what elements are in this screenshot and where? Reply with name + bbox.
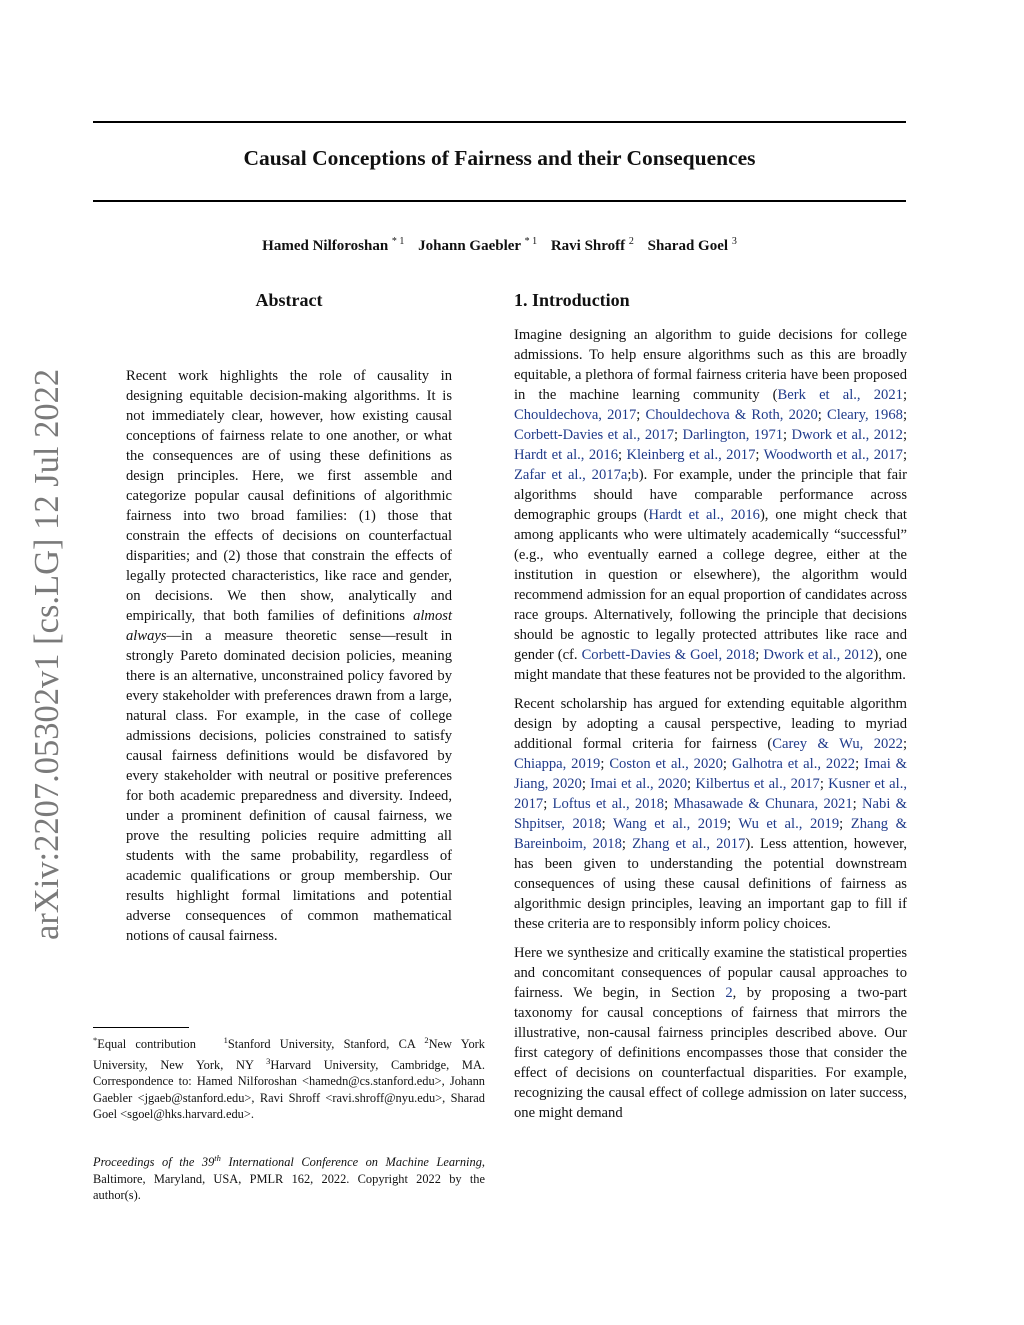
text-run: ; [618,447,627,463]
footnote-mark: 2 [424,1035,429,1045]
footnote-text: New York University, New York, NY [93,1037,485,1072]
citation-link[interactable]: Zhang et al., 2017 [632,836,746,852]
text-run: ; [902,736,907,752]
text-run: Imagine designing an algorithm to guide decisions for college admissions. To help ensure algorithms such as this are broadly equitable, a plethora of formal fairness criteria have been proposed in the machine learning community ( [514,327,907,403]
author-affiliation-mark: * 1 [524,236,538,247]
text-run: ; [902,387,907,403]
abstract-text [126,366,452,946]
author-affiliation-mark: 3 [731,236,737,247]
title-bottom-rule [93,200,906,202]
citation-link[interactable]: Corbett-Davies et al., 2017 [514,427,675,443]
citation-link[interactable]: Zafar et al., 2017a [514,467,628,483]
citation-link[interactable]: Dwork et al., 2012 [763,647,874,663]
introduction-heading: 1. Introduction [514,290,630,310]
text-run: ; [543,796,553,812]
citation-link[interactable]: Chouldechova & Roth, 2020 [645,407,818,423]
author-1 [262,238,404,254]
text-run: , by proposing a two-part taxonomy for causal conceptions of fairness that mirrors the illustrative, non-causal fairness principles described above. Our first category of definitions encompasses those that consider the effect of decisions on counterfactual disparities. For example, recognizing the causal effect of college admission on later success, one might demand [514,985,907,1121]
introduction-body [514,325,907,1132]
footnote-mark: 3 [266,1055,271,1066]
text-run: ; [783,427,792,443]
footnote-text: Equal contribution [97,1037,196,1052]
citation-link[interactable]: Wang et al., 2019 [613,816,727,832]
footnote-text: Stanford University, Stanford, CA [227,1037,416,1052]
author-list [93,236,906,255]
author-name: Sharad Goel [647,238,729,254]
footnote-rule [93,1027,189,1028]
abstract-text-part: Recent work highlights the role of causality in designing equitable decision-making algorithms. It is not immediately clear, however, how existing causal conceptions of fairness relate to one another, or what the consequences are of using these definitions as design principles. Here, we first assemble and categorize popular causal definitions of algorithmic fairness into two broad families: (1) those that constrain the effects of decisions on counterfactual disparities; and (2) those that constrain the effects of legally protected characteristics, like race and gender, on decisions. We then show, analytically and empirically, that both families of definitions [126,368,452,624]
citation-link[interactable]: Hardt et al., 2016 [514,447,619,463]
text-run: ; [755,647,764,663]
author-name: Johann Gaebler [418,238,521,254]
text-run: ; [636,407,646,423]
citation-link[interactable]: Imai & Jiang, 2020 [514,756,908,792]
text-run: ; [600,756,610,772]
author-name: Ravi Shroff [550,238,626,254]
citation-link[interactable]: b [631,467,639,483]
text-run: ; [722,756,732,772]
citation-link[interactable]: Wu et al., 2019 [738,816,840,832]
citation-link[interactable]: Carey & Wu, 2022 [772,736,903,752]
author-name: Hamed Nilforoshan [262,238,389,254]
text-run: ; [755,447,764,463]
citation-link[interactable]: Darlington, 1971 [682,427,784,443]
citation-link[interactable]: Imai et al., 2020 [590,776,688,792]
author-2 [418,238,537,254]
text-run: ; [902,407,907,423]
footnote-text: Harvard University, Cambridge, MA. Correspondence to: Hamed Nilforoshan <hamedn@cs.stanford.edu>, Johann Gaebler <jgaeb@stanford.edu>, Ravi Shroff <ravi.shroff@nyu.edu>, Sharad Goel <sgoel@hks.harvard.edu>. [93,1057,485,1122]
intro-paragraph [514,325,907,685]
proceedings-text: , Baltimore, Maryland, USA, PMLR 162, 2022. Copyright 2022 by the author(s). [93,1155,485,1203]
text-run: ; [727,816,739,832]
abstract-emphasis: almost always [126,608,452,644]
text-run: ; [902,427,908,443]
citation-link[interactable]: Zhang & Bareinboim, 2018 [514,816,907,852]
citation-link[interactable]: Coston et al., 2020 [609,756,723,772]
text-run: ; [627,467,632,483]
abstract-heading: Abstract [255,290,323,310]
text-run: ; [664,796,674,812]
citation-link[interactable]: Hardt et al., 2016 [648,507,760,523]
text-run: ; [687,776,696,792]
citation-link[interactable]: Loftus et al., 2018 [552,796,665,812]
text-run: ; [581,776,591,792]
text-run: Recent scholarship has argued for extending equitable algorithm design by adopting a causal perspective, leading to myriad additional formal criteria for fairness ( [514,696,907,752]
footnote-mark: * [93,1035,98,1045]
text-run: ; [817,407,827,423]
text-run: ; [902,447,907,463]
author-4 [648,238,737,254]
citation-link[interactable]: Kusner et al., 2017 [514,776,908,812]
paper-title: Causal Conceptions of Fairness and their Consequences [243,146,756,170]
footnote-mark: 1 [223,1035,228,1045]
intro-paragraph [514,943,907,1123]
text-run: ; [852,796,862,812]
citation-link[interactable]: Galhotra et al., 2022 [731,756,856,772]
text-run: ), one might check that among applicants who were ultimately academically “successful” (e.g., who eventually earned a college degree, either at the institution in question or elsewhere), the algorithm would recommend admission for an equal proportion of candidates across race groups. Alternatively, following the principle that decisions should be agnostic to legally protected attributes like race and gender (cf. [514,507,907,663]
text-run: ). For example, under the principle that fair algorithms should have comparable performance across demographic groups ( [514,467,907,523]
citation-link[interactable]: Kilbertus et al., 2017 [695,776,820,792]
text-run: ; [839,816,851,832]
text-run: ; [819,776,829,792]
citation-link[interactable]: Berk et al., 2021 [777,387,903,403]
author-3 [551,238,634,254]
title-top-rule [93,121,906,123]
text-run: ). Less attention, however, has been given to understanding the potential downstream consequences of using these causal definitions of fairness as algorithmic design principles, leaving an important gap to fill if these criteria are to responsibly inform policy choices. [514,836,908,932]
citation-link[interactable]: Dwork et al., 2012 [791,427,903,443]
author-affiliation-mark: * 1 [391,236,405,247]
arxiv-identifier-stamp: arXiv:2207.05302v1 [cs.LG] 12 Jul 2022 [28,368,66,940]
author-affiliation-mark: 2 [628,236,634,247]
text-run: ; [621,836,633,852]
citation-link[interactable]: Chouldechova, 2017 [514,407,637,423]
citation-link[interactable]: Chiappa, 2019 [514,756,601,772]
citation-link[interactable]: 2 [725,985,733,1001]
text-run: ; [601,816,614,832]
citation-link[interactable]: Mhasawade & Chunara, 2021 [673,796,853,812]
affiliation-footnote [93,1032,485,1123]
citation-link[interactable]: Corbett-Davies & Goel, 2018 [581,647,756,663]
citation-link[interactable]: Nabi & Shpitser, 2018 [514,796,908,832]
text-run: ), one might mandate that these features not be provided to the algorithm. [514,647,907,683]
text-run: ; [674,427,683,443]
text-run: Here we synthesize and critically examine the statistical properties and concomitant consequences of popular causal approaches to fairness. We begin, in Section [514,945,907,1001]
proceedings-prefix: Proceedings of the 39 [93,1155,215,1170]
citation-link[interactable]: Kleinberg et al., 2017 [626,447,756,463]
proceedings-notice [93,1150,485,1204]
proceedings-superscript: th [214,1153,221,1163]
citation-link[interactable]: Cleary, 1968 [827,407,903,423]
text-run: ; [855,756,865,772]
citation-link[interactable]: Woodworth et al., 2017 [763,447,903,463]
proceedings-conference: International Conference on Machine Learning [220,1155,482,1170]
abstract-text-part: —in a measure theoretic sense—result in strongly Pareto dominated decision policies, meaning there is an alternative, unconstrained policy favored by every stakeholder with preferences drawn from a large, natural class. For example, in the case of college admissions decisions, policies constrained to satisfy causal fairness definitions would be disfavored by every stakeholder with neutral or positive preferences for both academic preparedness and diversity. Indeed, under a prominent definition of causal fairness, we prove the resulting policies require admitting all students with the same probability, regardless of academic qualifications or group membership. Our results highlight formal limitations and potential adverse consequences of common mathematical notions of causal fairness. [126,628,452,944]
intro-paragraph [514,694,907,934]
